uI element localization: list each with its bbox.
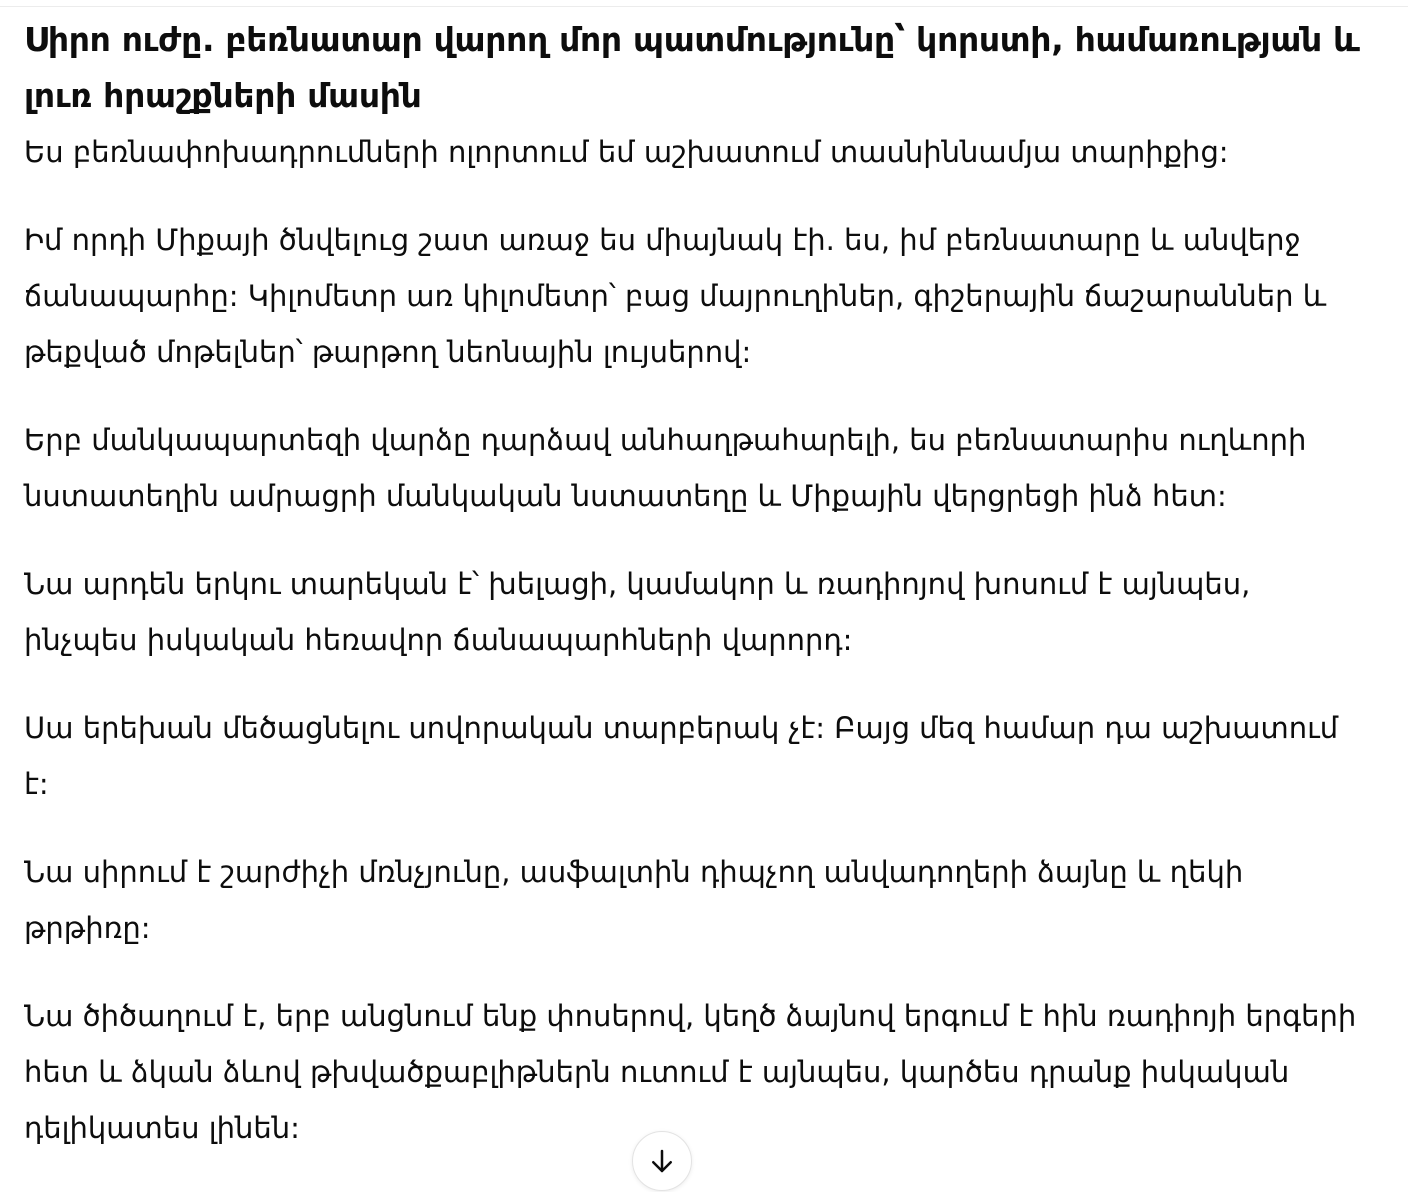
paragraph-2: Իմ որդի Միքայի ծնվելուց շատ առաջ ես միայնակ էի. ես, իմ բեռնատարը և անվերջ ճանապարհը: Կիլոմետր առ կիլոմետր՝ բաց մայրուղիներ, գիշերային ճաշարաններ և թեքված մոթելներ՝ թարթող նեոնային լույսերով: [24, 223, 1327, 369]
article [24, 12, 1364, 1156]
top-divider [0, 6, 1408, 7]
article-title: Սիրո ուժը. բեռնատար վարող մոր պատմությունը՝ կորստի, համառության և լուռ հրաշքների մասին [24, 20, 1360, 115]
scroll-to-bottom-button[interactable] [632, 1131, 692, 1191]
arrow-down-icon [647, 1146, 677, 1176]
paragraph-3: Երբ մանկապարտեզի վարձը դարձավ անհաղթահարելի, ես բեռնատարիս ուղևորի նստատեղին ամրացրի մանկական նստատեղը և Միքային վերցրեցի ինձ հետ: [24, 423, 1307, 513]
paragraph-1: Ես բեռնափոխադրումների ոլորտում եմ աշխատում տասնիննամյա տարիքից: [24, 135, 1229, 169]
paragraph-6: Նա սիրում է շարժիչի մռնչյունը, ասֆալտին դիպչող անվադողերի ձայնը և ղեկի թրթիռը: [24, 855, 1244, 945]
paragraph-5: Սա երեխան մեծացնելու սովորական տարբերակ չէ: Բայց մեզ համար դա աշխատում է: [24, 711, 1339, 801]
paragraph-4: Նա արդեն երկու տարեկան է՝ խելացի, կամակոր և ռադիոյով խոսում է այնպես, ինչպես իսկական հեռավոր ճանապարհների վարորդ: [24, 567, 1251, 657]
paragraph-7: Նա ծիծաղում է, երբ անցնում ենք փոսերով, կեղծ ձայնով երգում է հին ռադիոյի երգերի հետ և ձկան ձևով թխվածքաբլիթներն ուտում է այնպես, կարծես դրանք իսկական դելիկատես լինեն: [24, 999, 1357, 1145]
